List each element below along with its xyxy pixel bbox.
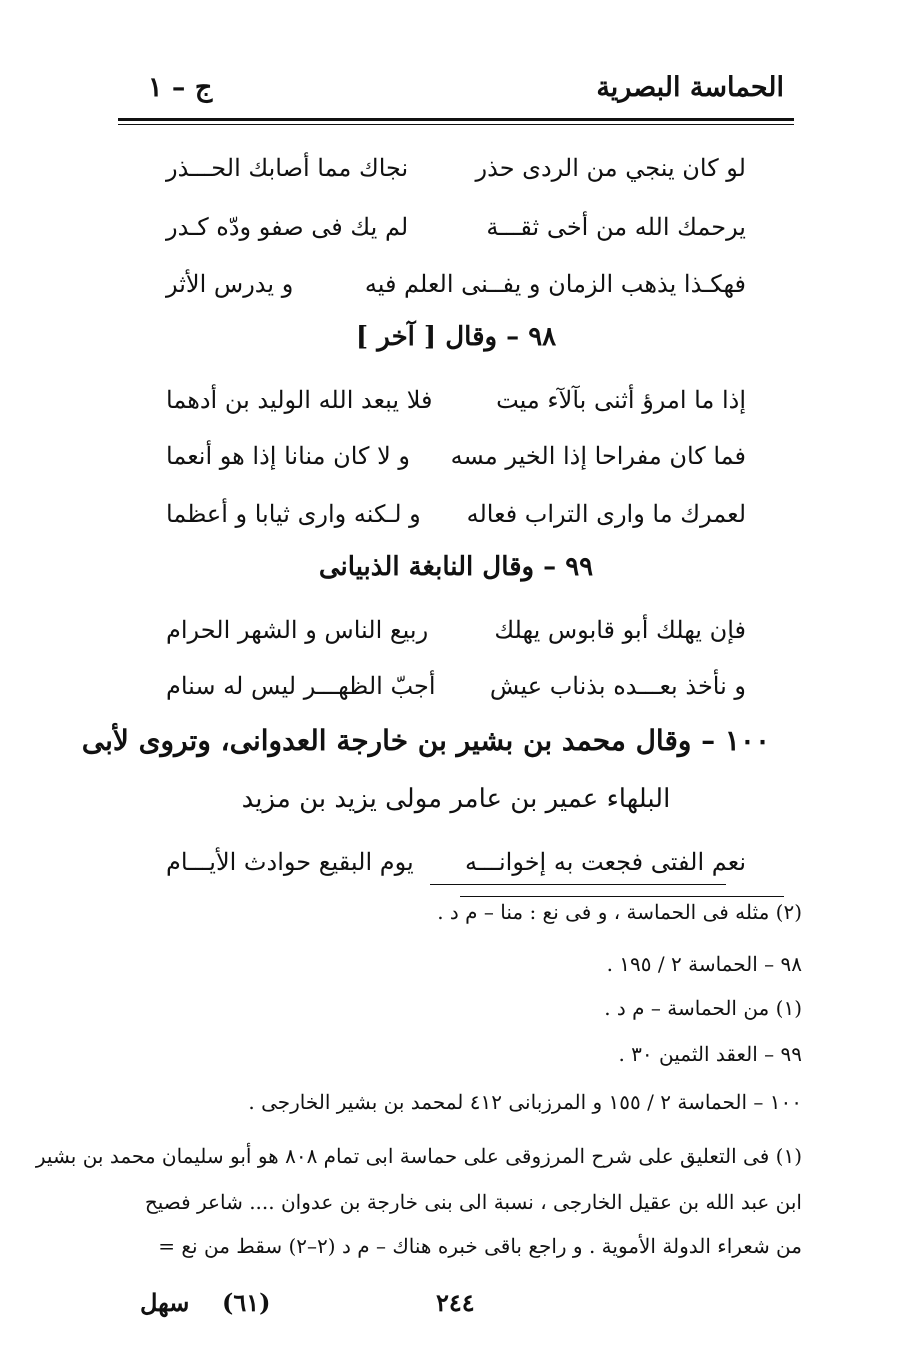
verse-line — [166, 205, 746, 249]
verse-second-hemistich: نجاك مما أصابك الحـــذر — [166, 154, 409, 182]
verse-first-hemistich: فإن يهلك أبو قابوس يهلك — [494, 616, 746, 644]
footnote-line: ٩٨ – الحماسة ٢ / ١٩٥ . — [606, 952, 802, 976]
verse-line — [166, 378, 746, 422]
verse-line — [166, 664, 746, 708]
printer-mark: سهل — [140, 1288, 190, 1317]
verse-first-hemistich: و نأخذ بعـــده بذناب عيش — [489, 672, 746, 700]
running-title: الحماسة البصرية — [596, 72, 784, 103]
section-heading-99: ٩٩ – وقال النابغة الذبيانى — [318, 552, 594, 582]
footnote-line: (١) من الحماسة – م د . — [604, 996, 802, 1020]
verse-first-hemistich: فهكـذا يذهب الزمان و يفــنى العلم فيه — [364, 270, 746, 298]
note-line: (١) فى التعليق على شرح المرزوقى على حماسة ابى تمام ٨٠٨ هو أبو سليمان محمد بن بشير — [35, 1144, 802, 1168]
verse-second-hemistich: يوم البقيع حوادث الأيـــام — [166, 848, 414, 876]
verse-second-hemistich: ربيع الناس و الشهر الحرام — [166, 616, 429, 644]
verse-first-hemistich: لو كان ينجي من الردى حذر — [475, 154, 746, 182]
verse-first-hemistich: إذا ما امرؤ أثنى بآلآء ميت — [496, 386, 746, 414]
page-number: ٢٤٤ — [436, 1288, 475, 1317]
verse-line — [166, 434, 746, 478]
header-rule-thin — [118, 124, 794, 125]
verse-first-hemistich: لعمرك ما وارى التراب فعاله — [466, 500, 746, 528]
verse-second-hemistich: فلا يبعد الله الوليد بن أدهما — [166, 386, 433, 414]
verse-line — [166, 608, 746, 652]
signature-number: (٦١) — [222, 1288, 271, 1317]
verse-second-hemistich: أجبّ الظهـــر ليس له سنام — [166, 672, 436, 700]
footnote-separator — [460, 896, 784, 897]
verse-first-hemistich: نعم الفتى فجعت به إخوانـــه — [465, 848, 746, 876]
note-line: ابن عبد الله بن عقيل الخارجى ، نسبة الى بنى خارجة بن عدوان .... شاعر فصيح — [144, 1190, 802, 1214]
verse-line — [166, 146, 746, 190]
footnote-line: ٩٩ – العقد الثمين ٣٠ . — [618, 1042, 802, 1066]
verse-line — [166, 492, 746, 536]
verse-second-hemistich: و لـكنه وارى ثيابا و أعظما — [166, 500, 421, 528]
verse-line — [166, 840, 746, 884]
section-heading-100-continued: البلهاء عمير بن عامر مولى يزيد بن مزيد — [241, 784, 671, 814]
note-line: من شعراء الدولة الأموية . و راجع باقى خبره هناك – م د (٢–٢) سقط من نع = — [158, 1234, 802, 1258]
header-rule — [118, 118, 794, 121]
verse-first-hemistich: فما كان مفراحا إذا الخير مسه — [450, 442, 746, 470]
verse-second-hemistich: و لا كان منانا إذا هو أنعما — [166, 442, 411, 470]
verse-second-hemistich: و يدرس الأثر — [166, 270, 294, 298]
volume-label: ج – ١ — [148, 72, 213, 103]
footnote-line: (٢) مثله فى الحماسة ، و فى نع : منا – م د . — [437, 900, 802, 924]
section-heading-100: ١٠٠ – وقال محمد بن بشير بن خارجة العدوانى، وتروى لأبى — [81, 724, 770, 757]
verse-line — [166, 262, 746, 306]
verse-second-hemistich: لم يك فى صفو ودّه كـدر — [166, 213, 409, 241]
section-heading-98: ٩٨ – وقال [ آخر ] — [355, 322, 557, 352]
footnote-line: ١٠٠ – الحماسة ٢ / ١٥٥ و المرزبانى ٤١٢ لمحمد بن بشير الخارجى . — [248, 1090, 802, 1114]
verse-underline — [430, 884, 726, 885]
verse-first-hemistich: يرحمك الله من أخى ثقـــة — [486, 213, 746, 241]
